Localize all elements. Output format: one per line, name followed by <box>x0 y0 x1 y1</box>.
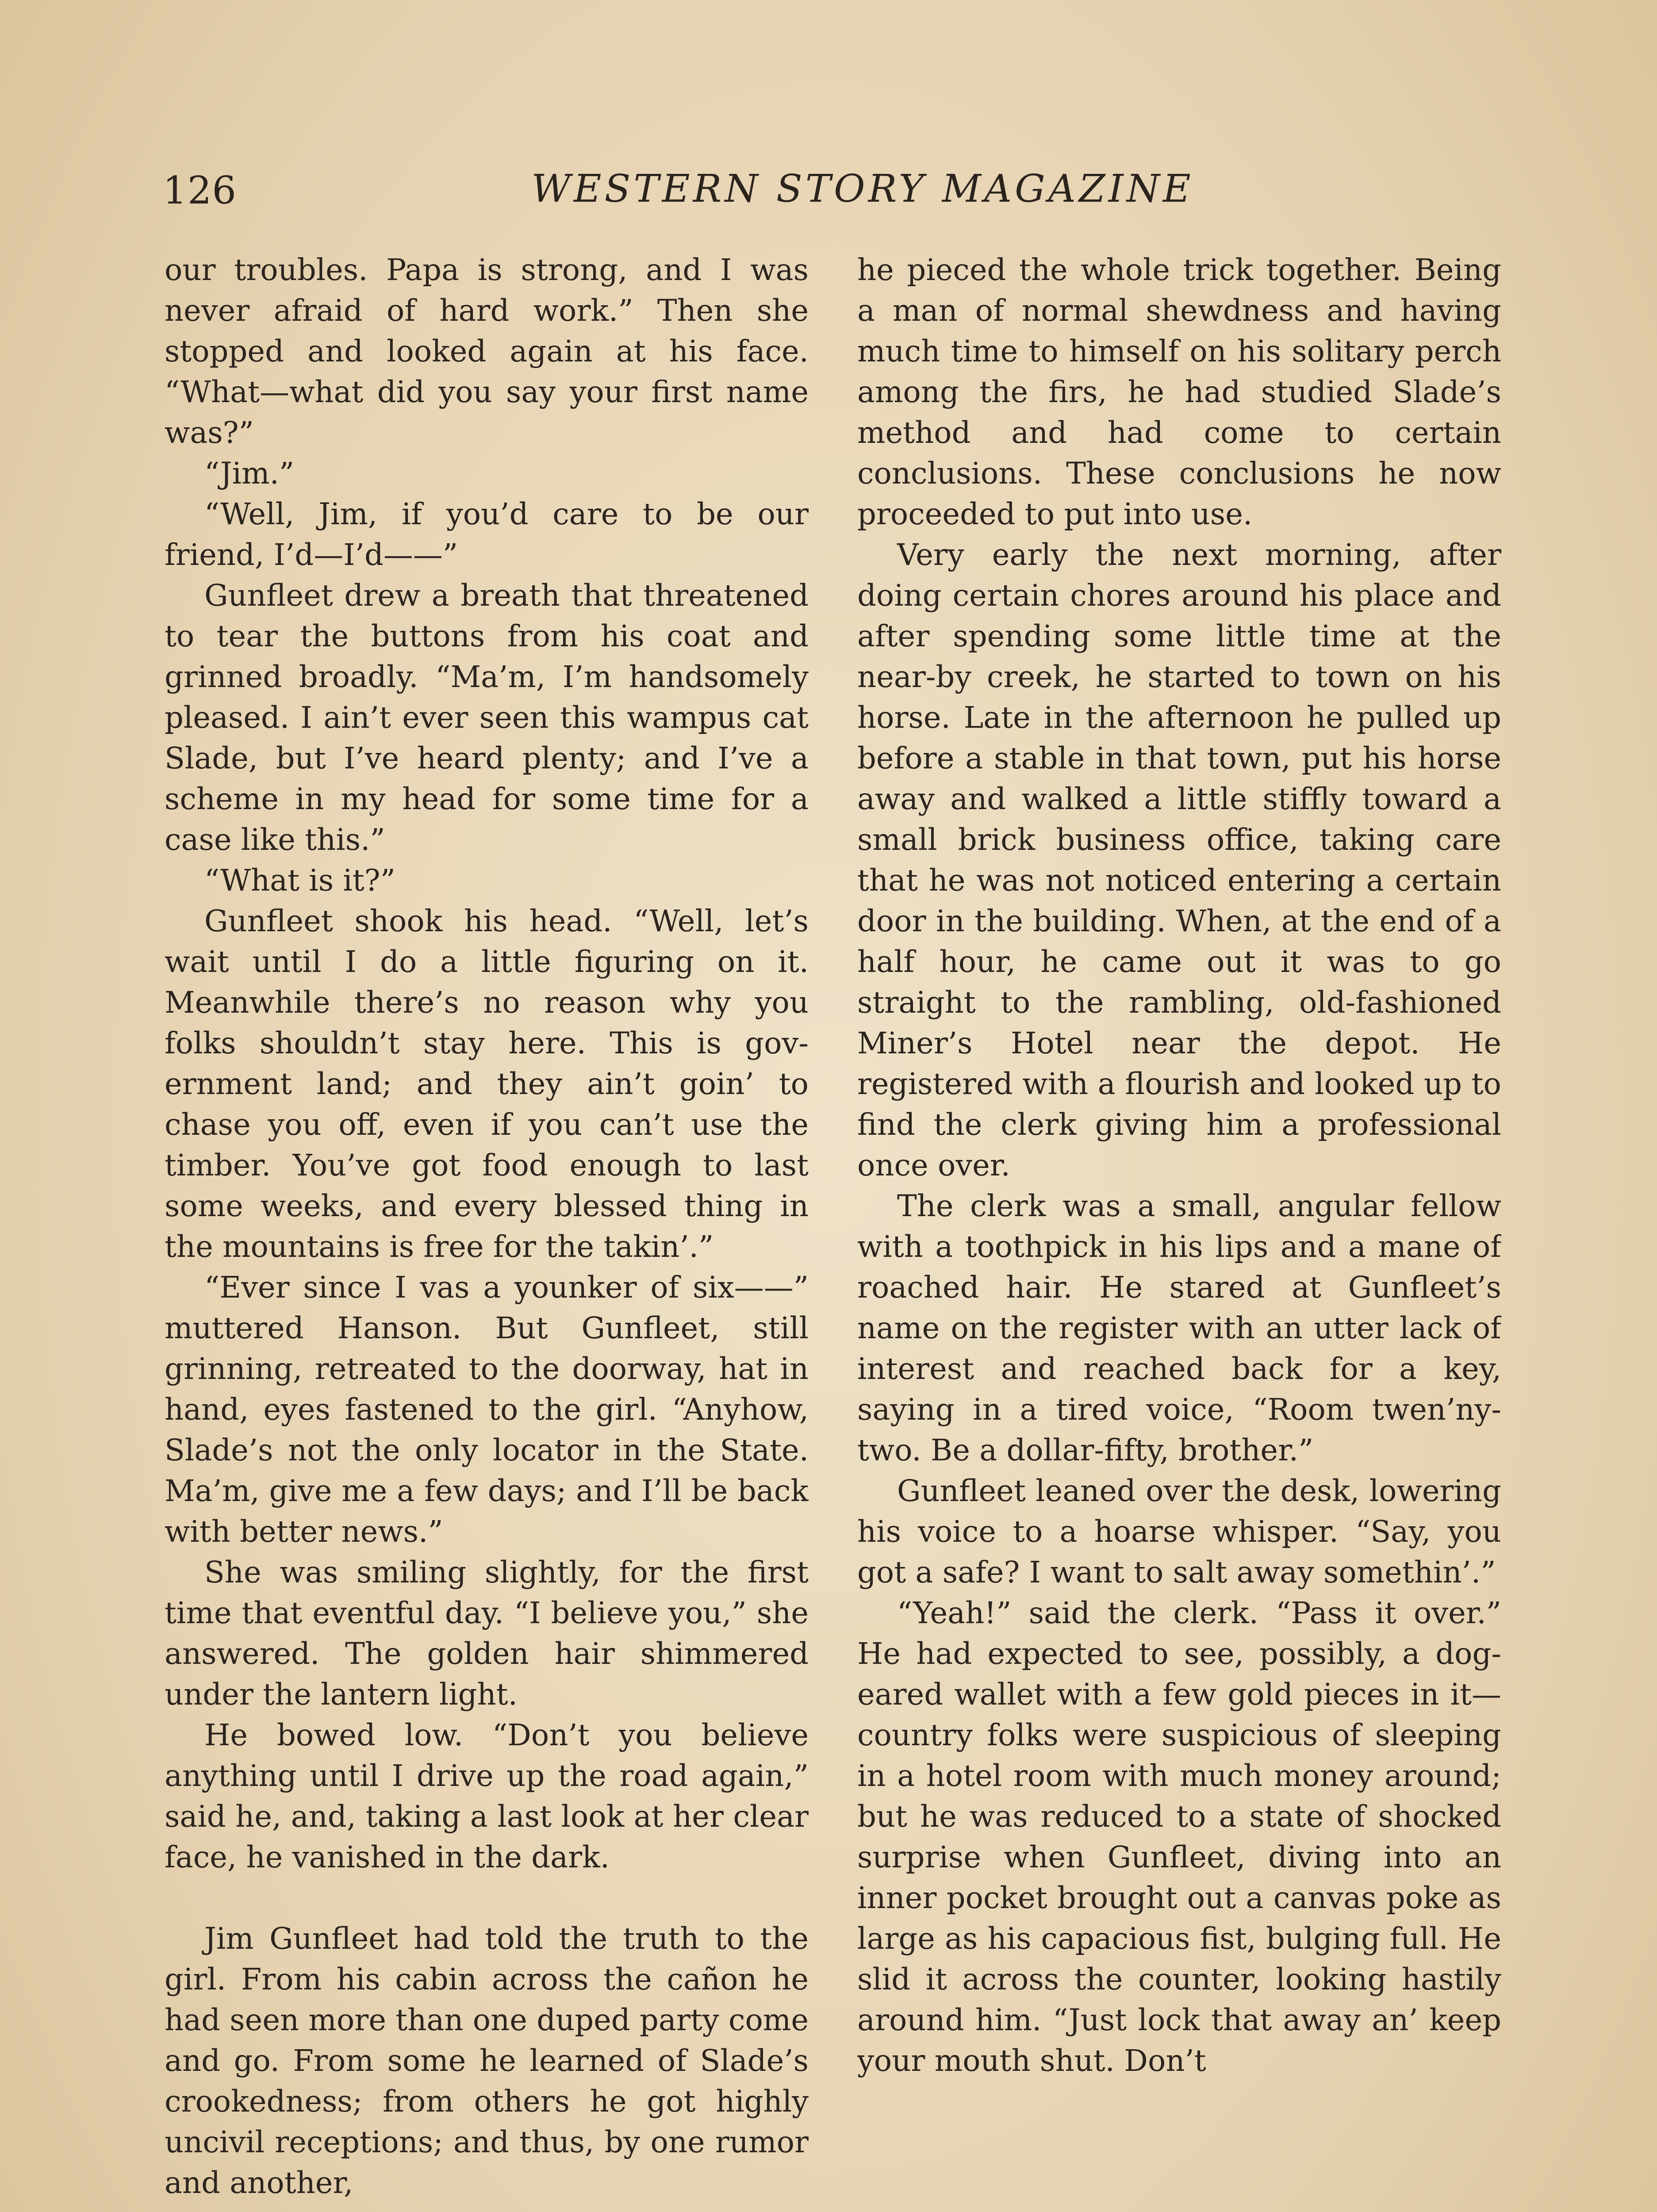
paragraph: Very early the next morning, after doing certain chores around his place and after spending some little time at the near-by creek, he started to town on his horse. Late in the afternoon he pulled up before a stable in that town, put his horse away and walked a little stiffly toward a small brick business office, taking care that he was not noticed entering a certain door in the building. When, at the end of a half hour, he came out it was to go straight to the rambling, old-fashioned Miner’s Hotel near the depot. He registered with a flourish and looked up to find the clerk giving him a professional once over. <box>857 538 1501 1183</box>
paragraph: The clerk was a small, angular fellow with a toothpick in his lips and a mane of roached hair. He stared at Gunfleet’s name on the register with an utter lack of interest and reached back for a key, saying in a tired voice, “Room twen’ny-two. Be a dollar-fifty, brother.” <box>857 1189 1501 1467</box>
paragraph: “What is it?” <box>204 863 395 898</box>
paragraph: our troubles. Papa is strong, and I was never afraid of hard work.” Then she stopped and looked again at his face. “What—what did you say your first name was?” <box>165 253 809 450</box>
paragraph: “Well, Jim, if you’d care to be our friend, I’d—I’d——” <box>165 497 809 572</box>
paragraph: “Jim.” <box>204 456 295 491</box>
page-number: 126 <box>163 169 237 213</box>
paragraph: She was smiling slightly, for the first time that eventful day. “I believe you,” she answered. The golden hair shimmered under the lantern light. <box>165 1555 809 1712</box>
right-column <box>857 250 1501 2212</box>
paragraph: Gunfleet shook his head. “Well, let’s wait until I do a little figuring on it. Meanwhile there’s no reason why you folks shouldn’t stay here. This is government land; and they ain’t goin’ to chase you off, even if you can’t use the timber. You’ve got food enough to last some weeks, and every blessed thing in the mountains is free for the takin’.” <box>165 904 809 1264</box>
paragraph: “Yeah!” said the clerk. “Pass it over.” He had expected to see, possibly, a dog-eared wallet with a few gold pieces in it—country folks were suspicious of sleeping in a hotel room with much money around; but he was reduced to a state of shocked surprise when Gunfleet, diving into an inner pocket brought out a canvas poke as large as his capacious fist, bulging full. He slid it across the counter, looking hastily around him. “Just lock that away an’ keep your mouth shut. Don’t <box>857 1596 1501 2078</box>
left-column <box>165 250 809 2212</box>
paragraph: Jim Gunfleet had told the truth to the girl. From his cabin across the cañon he had seen more than one duped party come and go. From some he learned of Slade’s crookedness; from others he got highly uncivil receptions; and thus, by one rumor and another, <box>165 1921 809 2200</box>
paragraph: he pieced the whole trick together. Being a man of normal shewdness and having much time to himself on his solitary perch among the firs, he had studied Slade’s method and had come to certain conclusions. These conclusions he now proceeded to put into use. <box>857 253 1501 531</box>
paragraph: Gunfleet drew a breath that threatened to tear the buttons from his coat and grinned broadly. “Ma’m, I’m handsomely pleased. I ain’t ever seen this wampus cat Slade, but I’ve heard plenty; and I’ve a scheme in my head for some time for a case like this.” <box>165 578 809 857</box>
paragraph: He bowed low. “Don’t you believe anything until I drive up the road again,” said he, and, taking a last look at her clear face, he vanished in the dark. <box>165 1718 809 1874</box>
paragraph: Gunfleet leaned over the desk, lowering his voice to a hoarse whisper. “Say, you got a safe? I want to salt away somethin’.” <box>857 1474 1501 1590</box>
paragraph: “Ever since I vas a younker of six——” muttered Hanson. But Gunfleet, still grinning, retreated to the doorway, hat in hand, eyes fastened to the girl. “Anyhow, Slade’s not the only locator in the State. Ma’m, give me a few days; and I’ll be back with better news.” <box>165 1270 809 1549</box>
running-title: WESTERN STORY MAGAZINE <box>531 167 1194 211</box>
